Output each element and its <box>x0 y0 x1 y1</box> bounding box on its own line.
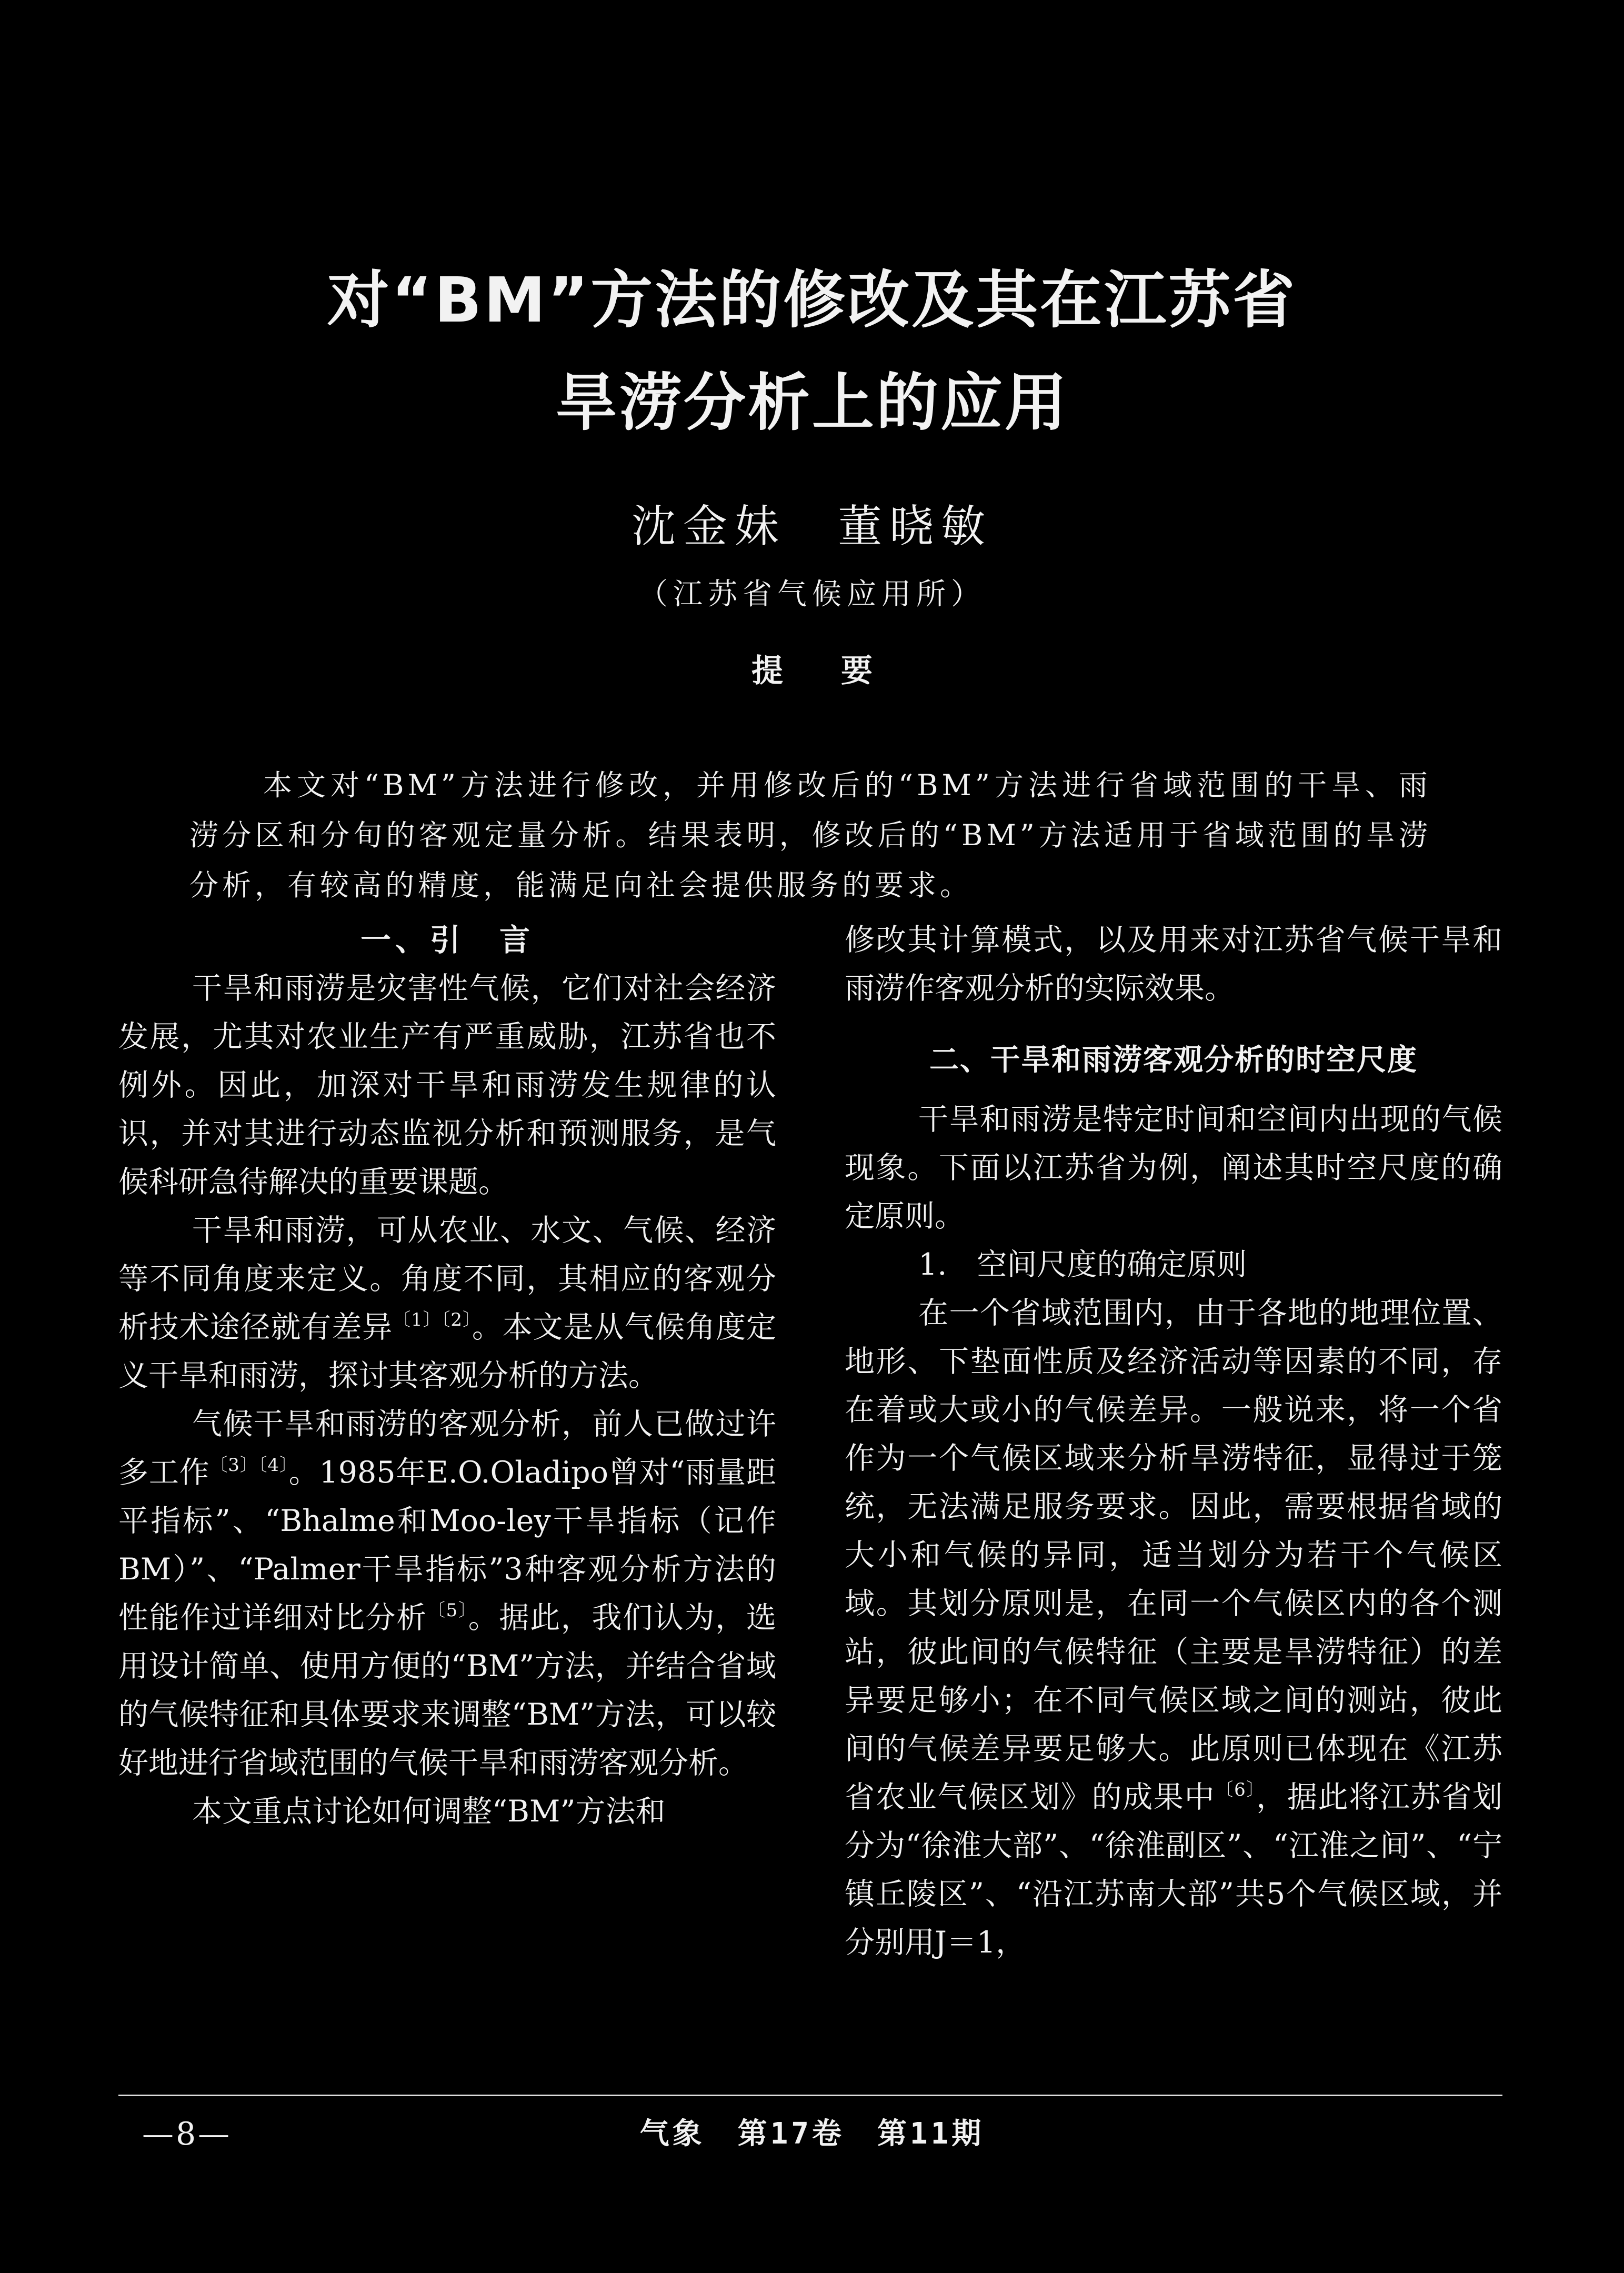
paragraph-text: 。1985年E.O.Oladipo曾对“雨量距平指标”、“Bhalme和Moo-ley干旱指标（记作BM）”、“Palmer干旱指标”3种客观分析方法的性能作过详细对比分析 <box>118 1455 777 1635</box>
journal-issue: 气象 第17卷 第11期 <box>639 2117 985 2151</box>
section-1-paragraph-3 <box>118 1400 776 1787</box>
paper-title-line-2: 旱涝分析上的应用 <box>555 366 1069 439</box>
section-1-heading: 一、引 言 <box>360 922 534 958</box>
subsection-1-heading: 1. 空间尺度的确定原则 <box>918 1247 1247 1282</box>
paper-title-line-1: 对“BM”方法的修改及其在江苏省 <box>327 264 1297 336</box>
citation-ref: 〔3〕〔4〕 <box>209 1455 289 1476</box>
section-1-continued: 修改其计算模式，以及用来对江苏省气候干旱和雨涝作客观分析的实际效果。 <box>845 923 1502 1006</box>
page-number: —8— <box>142 2116 232 2152</box>
paragraph-text: 气候干旱和雨涝的客观分析，前人已做过许多工作 <box>118 1407 776 1490</box>
abstract-text: 本文对“BM”方法进行修改，并用修改后的“BM”方法进行省域范围的干旱、雨涝分区和分旬的客观定量分析。结果表明，修改后的“BM”方法适用于省域范围的旱涝分析，有较高的精度，能满足向社会提供服务的要求。 <box>189 768 1431 902</box>
citation-ref: 〔6〕 <box>1215 1779 1257 1800</box>
affiliation: （江苏省气候应用所） <box>638 577 986 612</box>
citation-ref: 〔1〕〔2〕 <box>393 1309 472 1330</box>
section-1-paragraph-1: 干旱和雨涝是灾害性气候，它们对社会经济发展，尤其对农业生产有严重威胁，江苏省也不例外。因此，加深对干旱和雨涝发生规律的认识，并对其进行动态监视分析和预测服务，是气候科研急待解决的重要课题。 <box>118 971 776 1199</box>
abstract-heading: 提要 <box>751 653 930 689</box>
paragraph-text: 。据此，我们认为，选用设计简单、使用方便的“BM”方法，并结合省域的气候特征和具体要求来调整“BM”方法，可以较好地进行省域范围的气候干旱和雨涝客观分析。 <box>118 1600 777 1780</box>
left-column <box>118 916 776 1836</box>
section-1-paragraph-4: 本文重点讨论如何调整“BM”方法和 <box>192 1794 666 1829</box>
section-2-paragraph-2 <box>845 1289 1502 1967</box>
paragraph-text: ，据此将江苏省划分为“徐淮大部”、“徐淮副区”、“江淮之间”、“宁镇丘陵区”、“沿江苏南大部”共5个气候区域，并分别用J＝1， <box>845 1780 1503 1960</box>
section-2-paragraph-1: 干旱和雨涝是特定时间和空间内出现的气候现象。下面以江苏省为例，阐述其时空尺度的确定原则。 <box>845 1102 1502 1234</box>
authors: 沈金妹 董晓敏 <box>631 500 993 552</box>
paragraph-text: 在一个省域范围内，由于各地的地理位置、地形、下垫面性质及经济活动等因素的不同，存在着或大或小的气候差异。一般说来，将一个省作为一个气候区域来分析旱涝特征，显得过于笼统，无法满足服务要求。因此，需要根据省域的大小和气候的异同，适当划分为若干个气候区域。其划分原则是，在同一个气候区内的各个测站，彼此间的气候特征（主要是旱涝特征）的差异要足够小；在不同气候区域之间的测站，彼此间的气候差异要足够大。此原则已体现在《江苏省农业气候区划》的成果中 <box>845 1296 1502 1815</box>
citation-ref: 〔5〕 <box>427 1600 468 1621</box>
right-column <box>845 916 1502 1967</box>
paragraph-text: 干旱和雨涝，可从农业、水文、气候、经济等不同角度来定义。角度不同，其相应的客观分析技术途径就有差异 <box>118 1213 776 1345</box>
paragraph-text: 。本文是从气候角度定义干旱和雨涝，探讨其客观分析的方法。 <box>118 1310 777 1393</box>
section-1-paragraph-2 <box>118 1206 776 1400</box>
section-2-heading: 二、干旱和雨涝客观分析的时空尺度 <box>929 1043 1418 1077</box>
footer-rule <box>118 2095 1502 2096</box>
